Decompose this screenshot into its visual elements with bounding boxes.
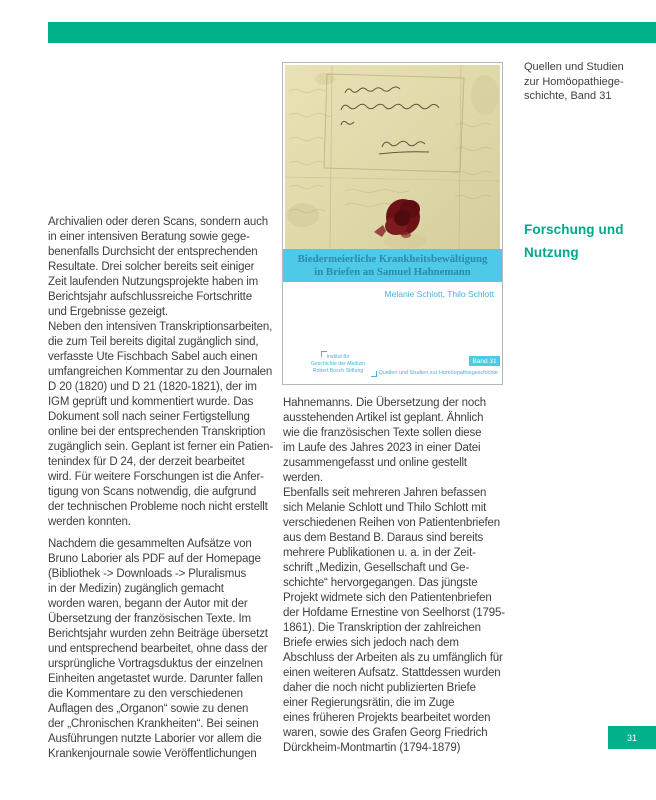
text-line: Geschichte der Medizin — [310, 360, 366, 367]
text-line: ausstehenden Artikel ist geplant. Ähnlich — [283, 412, 484, 424]
text-line: Bruno Laborier als PDF auf der Homepage — [48, 553, 261, 565]
text-line: Abschluss der Arbeiten als zu umfänglich für — [283, 652, 503, 664]
text-line: D 20 (1820) und D 21 (1820-1821), der im — [48, 381, 257, 393]
series-caption — [524, 60, 624, 104]
text-line: eines früheren Projekts bearbeitet worden — [283, 712, 491, 724]
text-line: die zum Teil bereits digital zugänglich sind, — [48, 336, 259, 348]
text-line: ursprüngliche Vortragsduktus der einzelnen — [48, 658, 263, 670]
text-line: werden. — [283, 472, 323, 484]
text-line: daher die noch nicht publizierten Briefe — [283, 682, 476, 694]
text-line: Nachdem die gesammelten Aufsätze von — [48, 538, 252, 550]
publisher-logo — [301, 354, 375, 374]
text-line: Ebenfalls seit mehreren Jahren befassen — [283, 487, 487, 499]
section-heading — [524, 219, 624, 264]
text-line: aus dem Bestand B. Daraus sind bereits — [283, 532, 484, 544]
text-line: einer Regierungsrätin, die im Zuge — [283, 697, 455, 709]
text-line: verfasste Ute Fischbach Sabel auch einen — [48, 351, 258, 363]
text-line: umfangreichen Kommentar zu den Journalen — [48, 366, 273, 378]
text-line: Ausführungen nutzte Laborier vor allem die — [48, 733, 262, 745]
page-number: 31 — [626, 732, 637, 743]
text-line: schichte“ hervorgegangen. Das jüngste — [283, 577, 478, 589]
text-line: waren, sowie des Grafen Georg Friedrich — [283, 727, 488, 739]
cover-title-band — [283, 249, 502, 282]
text-line: der „Chronischen Krankheiten“. Bei seinen — [48, 718, 259, 730]
text-line: 1861). Die Transkription der zahlreichen — [283, 622, 481, 634]
text-line: Berichtsjahr aufschlussreiche Fortschritte — [48, 291, 252, 303]
text-line: Einheiten angetastet wurde. Darunter fallen — [48, 673, 263, 685]
text-line: Hahnemanns. Die Übersetzung der noch — [283, 397, 486, 409]
text-line: Übersetzung der französischen Texte. Im — [48, 613, 251, 625]
book-cover — [282, 62, 503, 385]
text-line: der Hofdame Ernestine von Seelhorst (1795- — [283, 607, 505, 619]
text-line: benenfalls Durchsicht der entsprechenden — [48, 246, 258, 258]
left-paragraph-group-1 — [48, 215, 273, 530]
text-line: Dürckheim-Montmartin (1794-1879) — [283, 742, 461, 754]
cover-title-line: in Briefen an Samuel Hahnemann — [314, 265, 471, 278]
text-line: werden konnten. — [48, 516, 131, 528]
cover-authors: Melanie Schlott, Thilo Schlott — [384, 289, 494, 299]
text-line: Resultate. Drei solcher bereits seit einiger — [48, 261, 255, 273]
text-line: Dokument soll nach seiner Fertigstellung — [48, 411, 250, 423]
text-line: online bei der entsprechenden Transkription — [48, 426, 266, 438]
left-text-column — [48, 215, 273, 762]
text-line: zusammengefasst und online gestellt — [283, 457, 467, 469]
text-line: IGM geprüft und kommentiert wurde. Das — [48, 396, 254, 408]
text-line: zur Homöopathiege- — [524, 75, 624, 88]
text-line: mehrere Publikationen u. a. in der Zeit- — [283, 547, 476, 559]
text-line: in der Medizin) zugänglich gemacht — [48, 583, 224, 595]
text-line: und Ergebnisse gezeigt. — [48, 306, 168, 318]
text-line: Archivalien oder deren Scans, sondern auch — [48, 216, 269, 228]
cover-title-line: Biedermeierliche Krankheitsbewältigung — [297, 252, 488, 265]
text-line: Neben den intensiven Transkriptionsarbeiten, — [48, 321, 273, 333]
text-line: Forschung und — [524, 222, 624, 237]
text-line: schichte, Band 31 — [524, 90, 612, 102]
text-line: die Kommentare zu den verschiedenen — [48, 688, 243, 700]
text-line: Institut für — [326, 354, 350, 360]
text-line: Quellen und Studien — [524, 61, 624, 73]
text-line: wie die französischen Texte sollen diese — [283, 427, 482, 439]
text-line: in einer intensiven Beratung sowie gege- — [48, 231, 250, 243]
right-text-column — [283, 396, 505, 756]
text-line: tigung von Scans notwendig, die aufgrund — [48, 486, 257, 498]
band-number-badge: Band 31 — [469, 356, 500, 366]
text-line: tenindex für D 24, der derzeit bearbeitet — [48, 456, 245, 468]
text-line: Zeit laufenden Nutzungsprojekte haben im — [48, 276, 259, 288]
text-line: wird. Für weitere Forschungen ist die Anfer- — [48, 471, 264, 483]
text-line: Briefe erwies sich jedoch nach dem — [283, 637, 459, 649]
text-line: Nutzung — [524, 244, 579, 260]
text-line: im Laufe des Jahres 2023 in einer Datei — [283, 442, 481, 454]
text-line: Auflagen des „Organon“ sowie zu denen — [48, 703, 249, 715]
text-line: Krankenjournale sowie Veröffentlichungen — [48, 748, 257, 760]
text-line: Robert Bosch Stiftung — [312, 367, 364, 374]
text-line: zugänglich sein. Geplant ist ferner ein Patien- — [48, 441, 273, 453]
text-line: der technischen Probleme noch nicht erstellt — [48, 501, 268, 513]
page-number-badge — [608, 726, 656, 749]
text-line: (Bibliothek -> Downloads -> Pluralismus — [48, 568, 247, 580]
text-line: verschiedenen Reihen von Patientenbriefen — [283, 517, 500, 529]
left-paragraph-group-2 — [48, 537, 273, 762]
handwritten-letter-image — [285, 65, 500, 249]
text-line: und entsprechend bearbeitet, ohne dass der — [48, 643, 268, 655]
top-accent-bar — [48, 22, 656, 43]
text-line: Berichtsjahr wurden zehn Beiträge übersetzt — [48, 628, 268, 640]
cover-series-line: Quellen und Studien zur Homöopathiegeschichte — [378, 370, 498, 376]
text-line: sich Melanie Schlott und Thilo Schlott mit — [283, 502, 487, 514]
text-line: worden waren, begann der Autor mit der — [48, 598, 248, 610]
text-line: schrift „Medizin, Gesellschaft und Ge- — [283, 562, 470, 574]
text-line: Projekt widmete sich den Patientenbriefen — [283, 592, 492, 604]
text-line: einen weiteren Aufsatz. Stattdessen wurden — [283, 667, 501, 679]
